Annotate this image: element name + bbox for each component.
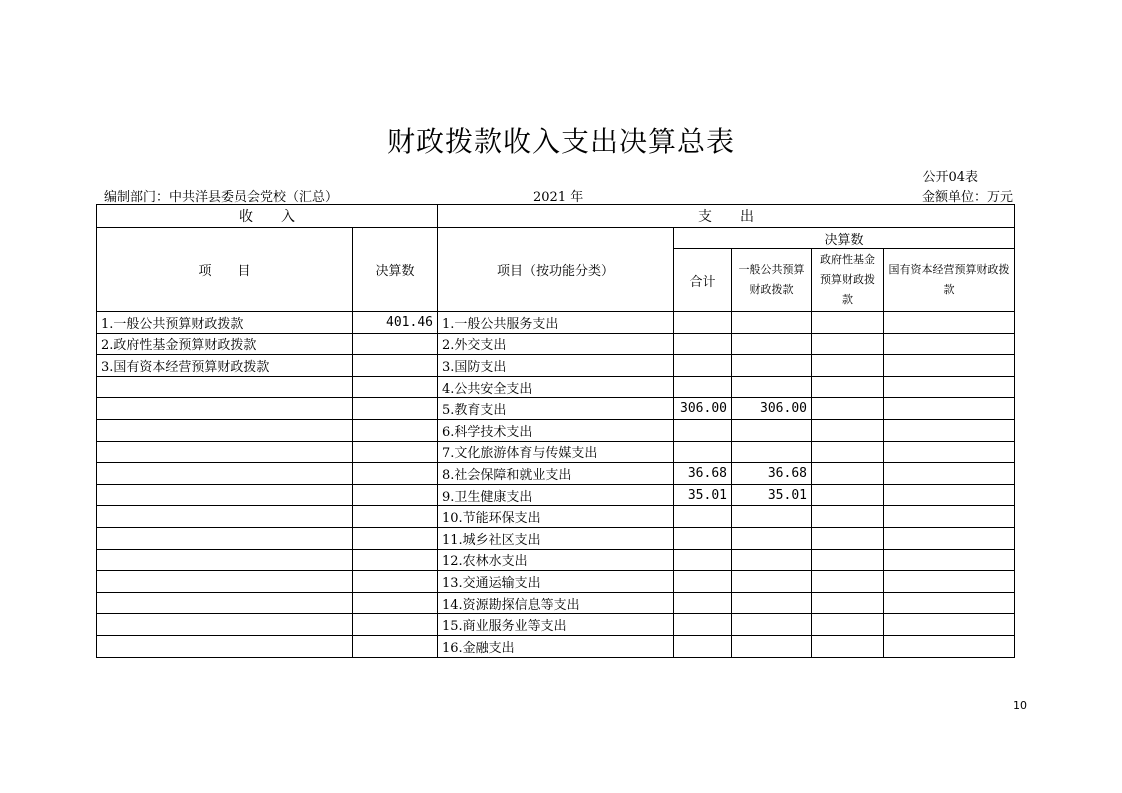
income-amount-cell (353, 527, 438, 549)
table-row (97, 376, 1015, 398)
state-capital-cell (884, 419, 1015, 441)
income-item-cell (97, 506, 353, 528)
expense-item-cell: 8.社会保障和就业支出 (438, 463, 674, 485)
department-label: 编制部门：中共洋县委员会党校（汇总） (104, 190, 339, 205)
income-item-cell (97, 571, 353, 593)
state-capital-cell (884, 355, 1015, 377)
expense-header: 支 出 (438, 205, 1015, 228)
table-row (97, 419, 1015, 441)
gov-fund-cell (812, 592, 884, 614)
gov-fund-cell (812, 463, 884, 485)
income-amount-cell (353, 571, 438, 593)
total-cell (674, 376, 732, 398)
gov-fund-cell (812, 376, 884, 398)
expense-item-cell: 10.节能环保支出 (438, 506, 674, 528)
gov-fund-cell (812, 484, 884, 506)
gov-fund-cell (812, 398, 884, 420)
general-budget-cell (732, 355, 812, 377)
expense-item-cell: 7.文化旅游体育与传媒支出 (438, 441, 674, 463)
table-row (97, 463, 1015, 485)
expense-item-cell: 11.城乡社区支出 (438, 527, 674, 549)
income-item-cell (97, 614, 353, 636)
expense-item-cell: 16.金融支出 (438, 635, 674, 657)
general-budget-cell (732, 635, 812, 657)
income-amount-cell (353, 355, 438, 377)
table-body (97, 312, 1015, 658)
income-amount-cell (353, 549, 438, 571)
gov-fund-cell (812, 441, 884, 463)
unit-label: 金额单位：万元 (921, 190, 1013, 205)
general-budget-cell (732, 376, 812, 398)
expense-item-cell: 13.交通运输支出 (438, 571, 674, 593)
expense-item-cell: 4.公共安全支出 (438, 376, 674, 398)
income-item-cell (97, 484, 353, 506)
general-budget-cell: 36.68 (732, 463, 812, 485)
total-cell: 35.01 (674, 484, 732, 506)
income-amount-cell (353, 614, 438, 636)
state-capital-cell (884, 549, 1015, 571)
table-row (97, 398, 1015, 420)
table-row (97, 355, 1015, 377)
state-capital-cell (884, 398, 1015, 420)
expense-item-cell: 2.外交支出 (438, 333, 674, 355)
income-amount-cell (353, 484, 438, 506)
income-amount-cell (353, 441, 438, 463)
income-item-cell: 3.国有资本经营预算财政拨款 (97, 355, 353, 377)
page-title: 财政拨款收入支出决算总表 (386, 125, 735, 158)
income-amount-cell (353, 592, 438, 614)
general-budget-cell (732, 419, 812, 441)
table-row (97, 506, 1015, 528)
expense-item-cell: 5.教育支出 (438, 398, 674, 420)
table-row (97, 549, 1015, 571)
total-cell: 36.68 (674, 463, 732, 485)
expense-item-cell: 9.卫生健康支出 (438, 484, 674, 506)
income-item-cell (97, 549, 353, 571)
expense-item-cell: 12.农林水支出 (438, 549, 674, 571)
gov-fund-cell (812, 312, 884, 334)
state-capital-header: 国有资本经营预算财政拨款 (884, 249, 1015, 312)
table-row (97, 484, 1015, 506)
expense-item-cell: 6.科学技术支出 (438, 419, 674, 441)
total-cell (674, 527, 732, 549)
income-item-cell (97, 376, 353, 398)
general-budget-cell (732, 614, 812, 636)
income-item-cell (97, 463, 353, 485)
gov-fund-cell (812, 635, 884, 657)
expense-item-cell: 1.一般公共服务支出 (438, 312, 674, 334)
table-row (97, 441, 1015, 463)
gov-fund-header: 政府性基金预算财政拨款 (812, 249, 884, 312)
budget-summary-table (96, 204, 1015, 658)
state-capital-cell (884, 571, 1015, 593)
state-capital-cell (884, 312, 1015, 334)
total-cell (674, 635, 732, 657)
expense-item-header: 项目（按功能分类） (438, 228, 674, 312)
gov-fund-cell (812, 355, 884, 377)
state-capital-cell (884, 506, 1015, 528)
income-amount-cell: 401.46 (353, 312, 438, 334)
state-capital-cell (884, 333, 1015, 355)
state-capital-cell (884, 376, 1015, 398)
state-capital-cell (884, 484, 1015, 506)
state-capital-cell (884, 441, 1015, 463)
gov-fund-cell (812, 506, 884, 528)
total-cell (674, 549, 732, 571)
table-row (97, 333, 1015, 355)
total-cell (674, 441, 732, 463)
income-amount-header: 决算数 (353, 228, 438, 312)
income-item-header: 项 目 (97, 228, 353, 312)
gov-fund-cell (812, 527, 884, 549)
expense-item-cell: 15.商业服务业等支出 (438, 614, 674, 636)
total-cell (674, 419, 732, 441)
income-amount-cell (353, 506, 438, 528)
general-budget-cell (732, 441, 812, 463)
total-cell (674, 614, 732, 636)
table-row (97, 635, 1015, 657)
income-amount-cell (353, 398, 438, 420)
income-header: 收 入 (97, 205, 438, 228)
total-cell (674, 312, 732, 334)
table-row (97, 592, 1015, 614)
general-budget-cell (732, 312, 812, 334)
gov-fund-cell (812, 419, 884, 441)
income-amount-cell (353, 419, 438, 441)
gov-fund-cell (812, 614, 884, 636)
general-budget-cell: 306.00 (732, 398, 812, 420)
income-amount-cell (353, 635, 438, 657)
total-cell (674, 506, 732, 528)
general-budget-cell (732, 549, 812, 571)
income-item-cell (97, 419, 353, 441)
total-cell (674, 592, 732, 614)
final-amount-group-header: 决算数 (674, 228, 1015, 249)
year-label: 2021 年 (533, 190, 584, 205)
state-capital-cell (884, 635, 1015, 657)
gov-fund-cell (812, 549, 884, 571)
income-amount-cell (353, 463, 438, 485)
income-amount-cell (353, 376, 438, 398)
table-row (97, 614, 1015, 636)
total-header: 合计 (674, 249, 732, 312)
table-row (97, 312, 1015, 334)
expense-item-cell: 14.资源勘探信息等支出 (438, 592, 674, 614)
income-item-cell (97, 398, 353, 420)
income-item-cell: 2.政府性基金预算财政拨款 (97, 333, 353, 355)
income-amount-cell (353, 333, 438, 355)
income-item-cell (97, 635, 353, 657)
expense-item-cell: 3.国防支出 (438, 355, 674, 377)
table-row (97, 571, 1015, 593)
income-item-cell: 1.一般公共预算财政拨款 (97, 312, 353, 334)
total-cell (674, 355, 732, 377)
state-capital-cell (884, 527, 1015, 549)
page-number: 10 (1013, 699, 1027, 712)
state-capital-cell (884, 592, 1015, 614)
total-cell: 306.00 (674, 398, 732, 420)
total-cell (674, 333, 732, 355)
income-item-cell (97, 441, 353, 463)
form-code: 公开04表 (922, 170, 978, 185)
total-cell (674, 571, 732, 593)
general-budget-cell: 35.01 (732, 484, 812, 506)
general-budget-cell (732, 527, 812, 549)
gov-fund-cell (812, 333, 884, 355)
table-row (97, 527, 1015, 549)
state-capital-cell (884, 614, 1015, 636)
state-capital-cell (884, 463, 1015, 485)
general-budget-cell (732, 571, 812, 593)
general-budget-cell (732, 333, 812, 355)
general-budget-cell (732, 592, 812, 614)
general-budget-cell (732, 506, 812, 528)
gov-fund-cell (812, 571, 884, 593)
income-item-cell (97, 527, 353, 549)
general-budget-header: 一般公共预算财政拨款 (732, 249, 812, 312)
income-item-cell (97, 592, 353, 614)
